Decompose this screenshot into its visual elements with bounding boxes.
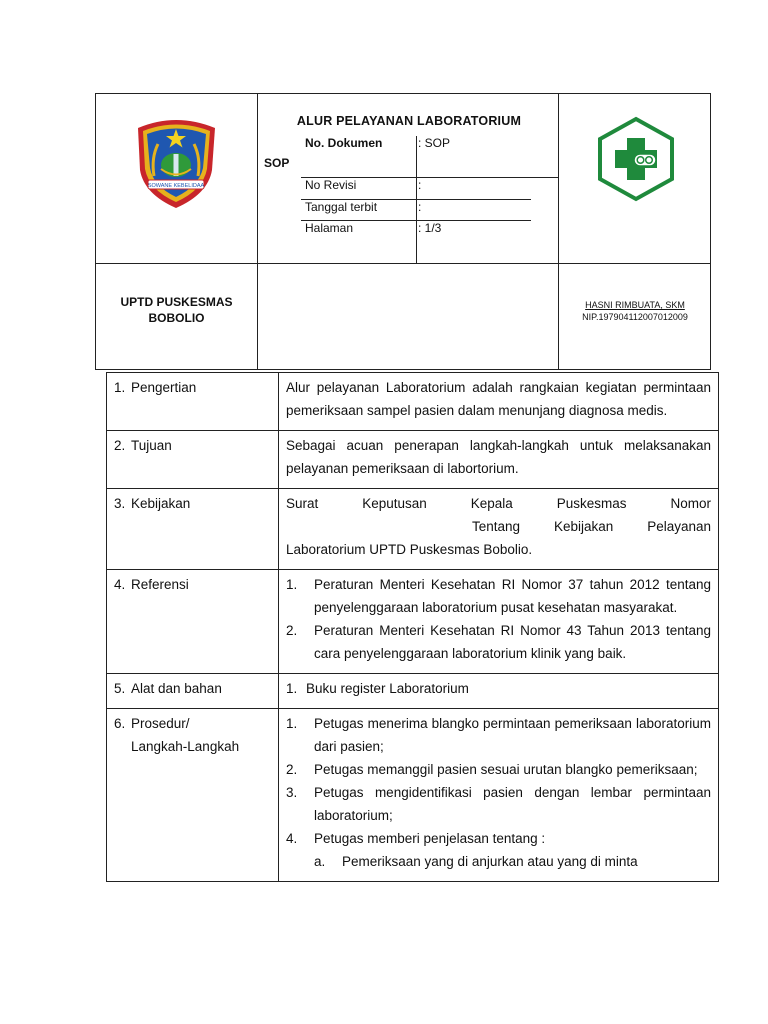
organization-name [96,294,257,326]
meta-value: : 1/3 [418,221,442,235]
meta-value: : [418,200,422,214]
org-line: UPTD PUSKESMAS [120,295,233,309]
section-label: 4. Referensi [107,570,279,674]
section-label: 3. Kebijakan [107,489,279,570]
procedure-sublist [286,850,711,873]
section-text: Alur pelayanan Laboratorium adalah rangkaian kegiatan permintaan pemeriksaan sampel pasien dalam menunjang diagnosa medis. [279,373,719,431]
list-item: 1. Petugas menerima blangko permintaan pemeriksaan laboratorium dari pasien; [286,716,711,754]
sop-label: SOP [264,156,290,170]
meta-label: No Revisi [305,178,357,192]
list-item: 1. Peraturan Menteri Kesehatan RI Nomor 37 tahun 2012 tentang penyelenggaraan laboratorium pusat kesehatan masyarakat. [286,577,711,615]
section-text [279,709,719,882]
text-line: Surat Keputusan Kepala Puskesmas Nomor [286,496,711,511]
section-label: 5. Alat dan bahan [107,674,279,709]
table-row [107,674,719,709]
regional-emblem-logo [134,114,219,210]
puskesmas-cross-logo [596,116,676,202]
header-divider [96,263,710,264]
meta-value: : [418,178,422,192]
meta-label: Tanggal terbit [305,200,378,214]
signatory-name: HASNI RIMBUATA, SKM [585,300,685,310]
org-line: BOBOLIO [148,311,205,325]
signatory-block [558,299,712,323]
table-row [107,709,719,882]
text-line: Laboratorium UPTD Puskesmas Bobolio. [286,542,533,557]
document-header [95,93,711,370]
section-text [279,570,719,674]
tools-list [286,677,711,700]
section-text [279,489,719,570]
list-item: a. Pemeriksaan yang di anjurkan atau yang di minta [314,854,638,869]
meta-value: : SOP [418,136,451,150]
section-label: 1. Pengertian [107,373,279,431]
section-text [279,674,719,709]
document-title: ALUR PELAYANAN LABORATORIUM [296,114,522,128]
header-divider [257,94,258,369]
list-item: 1. Buku register Laboratorium [286,681,469,696]
table-row [107,570,719,674]
list-item: 2. Peraturan Menteri Kesehatan RI Nomor 43 Tahun 2013 tentang cara penyelenggaraan laboratorium klinik yang baik. [286,623,711,661]
list-item: 2. Petugas memanggil pasien sesuai urutan blangko pemeriksaan; [286,762,698,777]
section-text: Sebagai acuan penerapan langkah-langkah untuk melaksanakan pelayanan pemeriksaan di labortorium. [279,431,719,489]
list-item: 4. Petugas memberi penjelasan tentang : [286,831,546,846]
section-label: 6. Prosedur/ Langkah-Langkah [107,709,279,882]
section-label: 2. Tujuan [107,431,279,489]
table-row [107,489,719,570]
procedure-list [286,712,711,850]
meta-label: Halaman [305,221,354,235]
document-meta-table [301,136,559,263]
emblem-motto-text: SOWANE KEBELIDAA [147,183,205,189]
reference-list [286,573,711,665]
table-row [107,373,719,431]
text-line: Tentang Kebijakan Pelayanan [472,519,711,534]
sop-content-table [106,372,719,882]
meta-label: No. Dokumen [305,136,383,150]
list-item: 3. Petugas mengidentifikasi pasien dengan lembar permintaan laboratorium; [286,785,711,823]
signatory-nip: NIP.197904112007012009 [582,312,688,322]
table-row [107,431,719,489]
